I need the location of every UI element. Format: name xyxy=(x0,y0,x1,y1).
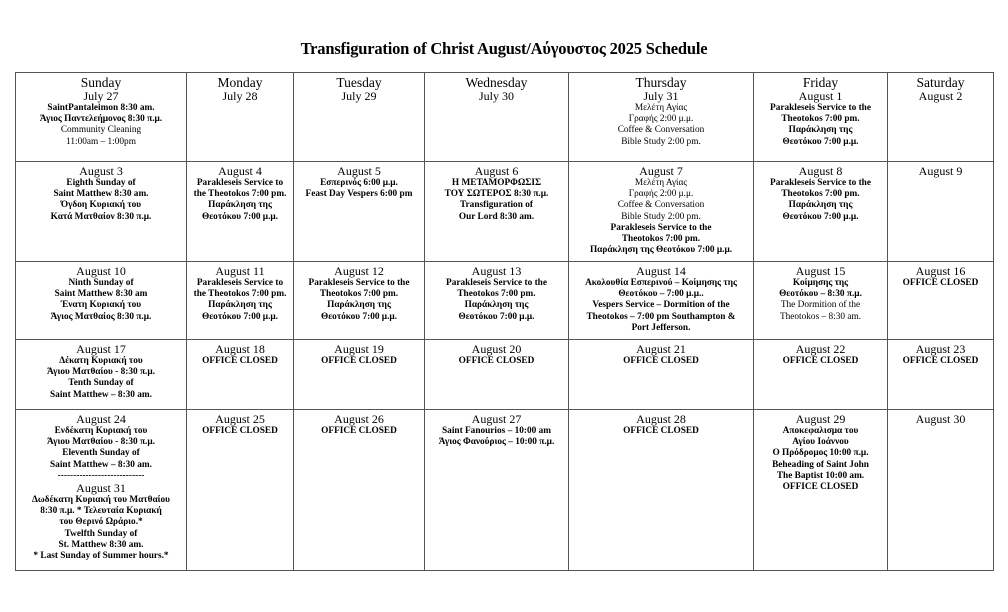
day-cell-sunday xyxy=(16,73,187,162)
event-line: Παράκληση της xyxy=(327,300,391,311)
event-line: Γραφής 2:00 μ.μ. xyxy=(628,189,694,200)
day-cell-saturday xyxy=(888,410,994,571)
event-line: Theotokos 7:00 pm. xyxy=(457,289,536,300)
event-line: Κατά Ματθαίον 8:30 π.μ. xyxy=(50,211,152,222)
event-line: Twelfth Sunday of xyxy=(64,528,138,539)
cell-date: August 7 xyxy=(639,164,683,178)
event-line: Θεοτόκου 7:00 μ.μ. xyxy=(201,211,279,222)
event-line: 8:30 π.μ. * Τελευταία Κυριακή xyxy=(40,506,162,517)
cell-date: August 2 xyxy=(918,89,963,103)
event-line: OFFICE CLOSED xyxy=(902,278,979,288)
event-line: OFFICE CLOSED xyxy=(623,356,699,366)
cell-date: July 30 xyxy=(478,89,514,103)
event-line: Eleventh Sunday of xyxy=(62,448,140,459)
day-cell-thursday xyxy=(569,410,754,571)
event-line: OFFICE CLOSED xyxy=(458,356,535,366)
event-line: SaintPantaleimon 8:30 am. xyxy=(47,103,155,113)
cell-date: July 29 xyxy=(341,89,377,103)
event-line: Δωδέκατη Κυριακή του Ματθαίου xyxy=(32,495,170,506)
event-line: St. Matthew 8:30 am. xyxy=(58,539,144,550)
event-line: OFFICE CLOSED xyxy=(902,356,979,366)
event-line: Vespers Service – Dormition of the xyxy=(592,300,730,311)
event-line: OFFICE CLOSED xyxy=(202,426,278,436)
week-row xyxy=(16,262,994,340)
day-name: Wednesday xyxy=(465,75,528,90)
cell-date: August 14 xyxy=(636,264,686,278)
event-line: Saint Matthew 8:30 am xyxy=(54,289,148,300)
cell-date: July 28 xyxy=(222,89,258,103)
event-line: Ninth Sunday of xyxy=(68,278,134,288)
cell-date: August 3 xyxy=(79,164,123,178)
event-line: 11:00am – 1:00pm xyxy=(66,136,136,147)
event-line: Ο Πρόδρομος 10:00 π.μ. xyxy=(772,448,869,459)
event-line: OFFICE CLOSED xyxy=(782,482,859,493)
week-row xyxy=(16,162,994,262)
event-line: Theotokos 7:00 pm. xyxy=(621,234,701,245)
cell-date: August 16 xyxy=(915,264,966,278)
event-line: Όγδοη Κυριακή του xyxy=(60,200,142,211)
day-name: Monday xyxy=(217,75,263,90)
cell-date: August 20 xyxy=(471,342,522,356)
event-line: Η ΜΕΤΑΜΟΡΦΩΣΙΣ xyxy=(451,178,542,188)
day-cell-wednesday xyxy=(425,73,569,162)
event-line: Parakleseis Service to xyxy=(196,178,284,188)
event-line: Άγιος Φανούριος – 10:00 π.μ. xyxy=(438,437,555,448)
event-line: Ένατη Κυριακή του xyxy=(60,300,142,311)
event-line: Saint Matthew 8:30 am. xyxy=(53,189,149,200)
event-line: Theotokos 7:00 pm. xyxy=(781,114,860,125)
cell-date: August 23 xyxy=(915,342,966,356)
event-line: Θεοτόκου 7:00 μ.μ. xyxy=(320,311,398,322)
event-line: Parakleseis Service to the xyxy=(770,178,871,188)
day-cell-sunday xyxy=(16,410,187,571)
event-line: Γραφής 2:00 μ.μ. xyxy=(628,114,694,125)
day-cell-wednesday xyxy=(425,162,569,262)
day-cell-thursday xyxy=(569,73,754,162)
event-line: The Baptist 10:00 am. xyxy=(776,470,865,481)
day-cell-wednesday xyxy=(425,340,569,410)
day-cell-wednesday xyxy=(425,262,569,340)
event-line: Bible Study 2:00 pm. xyxy=(621,211,701,222)
schedule-title: Transfiguration of Christ August/Αύγουστος 2025 Schedule xyxy=(300,39,708,58)
event-line: Παράκληση της Θεοτόκου 7:00 μ.μ. xyxy=(589,245,733,256)
cell-date: August 17 xyxy=(76,342,126,356)
day-cell-saturday xyxy=(888,73,994,162)
cell-date: August 5 xyxy=(337,164,381,178)
week-row xyxy=(16,73,994,162)
event-line: Coffee & Conversation xyxy=(617,125,705,136)
day-cell-tuesday xyxy=(294,340,425,410)
day-name: Tuesday xyxy=(336,75,382,90)
event-line: Άγιος Παντελεήμονος 8:30 π.μ. xyxy=(39,114,163,125)
event-line: ΤΟΥ ΣΩΤΕΡΟΣ 8:30 π.μ. xyxy=(444,189,549,200)
event-line: Αποκεφαλισμα του xyxy=(782,426,859,436)
event-line: Παράκληση της xyxy=(208,300,272,311)
event-line: Παράκληση της xyxy=(208,200,272,211)
cell-date: August 13 xyxy=(471,264,522,278)
day-name: Friday xyxy=(802,75,839,90)
cell-date: August 21 xyxy=(636,342,686,356)
event-line: Theotokos 7:00 pm. xyxy=(781,189,860,200)
cell-date: August 9 xyxy=(918,164,963,178)
cell-date: August 8 xyxy=(798,164,843,178)
day-cell-monday xyxy=(187,73,294,162)
event-line: OFFICE CLOSED xyxy=(202,356,278,366)
day-name: Thursday xyxy=(635,75,687,90)
week-row xyxy=(16,340,994,410)
event-line: Saint Fanourios – 10:00 am xyxy=(442,426,551,436)
event-line: Θεοτόκου – 7:00 μ.μ.. xyxy=(618,289,704,300)
event-line: Parakleseis Service to the xyxy=(610,222,712,233)
event-line: Beheading of Saint John xyxy=(772,459,869,470)
event-line: Εσπερινός 6:00 μ.μ. xyxy=(320,178,398,188)
day-cell-tuesday xyxy=(294,73,425,162)
event-line: Eighth Sunday of xyxy=(66,178,136,188)
event-line: Coffee & Conversation xyxy=(617,200,705,211)
event-line: Saint Matthew – 8:30 am. xyxy=(50,389,152,400)
day-cell-monday xyxy=(187,340,294,410)
day-cell-monday xyxy=(187,410,294,571)
day-cell-thursday xyxy=(569,162,754,262)
event-line: Άγιου Ματθαίου - 8:30 π.μ. xyxy=(47,367,155,378)
event-line: Bible Study 2:00 pm. xyxy=(621,136,701,147)
event-line: Theotokos 7:00 pm. xyxy=(319,289,399,300)
event-line: Parakleseis Service to the xyxy=(446,278,547,288)
event-line: Theotokos – 7:00 pm Southampton & xyxy=(586,311,736,322)
event-line: Port Jefferson. xyxy=(631,322,691,333)
event-line: Παράκληση της xyxy=(788,200,853,211)
event-line: του Θερινό Ωράριο.* xyxy=(59,517,143,528)
day-cell-tuesday xyxy=(294,162,425,262)
event-line: the Theotokos 7:00 pm. xyxy=(193,289,287,300)
day-cell-thursday xyxy=(569,262,754,340)
event-line: Θεοτόκου 7:00 μ.μ. xyxy=(201,311,279,322)
day-cell-sunday xyxy=(16,340,187,410)
cell-date: August 10 xyxy=(76,264,126,278)
event-line: the Theotokos 7:00 pm. xyxy=(193,189,287,200)
event-line: Μελέτη Αγίας xyxy=(634,178,688,188)
cell-date: August 6 xyxy=(474,164,519,178)
cell-date: July 31 xyxy=(643,89,679,103)
cell-date: August 12 xyxy=(334,264,384,278)
day-name: Saturday xyxy=(916,75,965,90)
event-line: Transfiguration of xyxy=(460,200,533,211)
cell-date: August 18 xyxy=(215,342,265,356)
cell-date: August 28 xyxy=(636,412,686,426)
day-cell-friday xyxy=(754,340,888,410)
cell-date: August 19 xyxy=(334,342,384,356)
day-cell-wednesday xyxy=(425,410,569,571)
event-line: Community Cleaning xyxy=(60,125,142,136)
event-line: Parakleseis Service to the xyxy=(308,278,410,288)
day-cell-friday xyxy=(754,262,888,340)
event-line: * Last Sunday of Summer hours.* xyxy=(33,551,169,562)
day-cell-friday xyxy=(754,410,888,571)
event-line: Θεοτόκου 7:00 μ.μ. xyxy=(458,311,535,322)
event-line: Theotokos – 8:30 am. xyxy=(779,311,862,322)
event-line: OFFICE CLOSED xyxy=(782,356,859,366)
cell-date: August 15 xyxy=(795,264,846,278)
day-cell-sunday xyxy=(16,262,187,340)
cell-date: August 25 xyxy=(215,412,265,426)
cell-date: August 24 xyxy=(76,412,126,426)
cell-date: August 1 xyxy=(798,89,843,103)
event-line: Δέκατη Κυριακή του xyxy=(59,356,143,366)
event-line: Άγιου Ματθαίου - 8:30 π.μ. xyxy=(47,437,155,448)
event-line: Saint Matthew – 8:30 am. xyxy=(50,459,152,470)
event-line: Our Lord 8:30 am. xyxy=(458,211,535,222)
cell-date: August 31 xyxy=(76,481,126,496)
day-cell-tuesday xyxy=(294,410,425,571)
day-cell-monday xyxy=(187,162,294,262)
cell-date: August 22 xyxy=(795,342,846,356)
cell-date: August 29 xyxy=(795,412,846,426)
day-cell-monday xyxy=(187,262,294,340)
event-line: Κοίμησης της xyxy=(792,278,849,288)
event-line: Feast Day Vespers 6:00 pm xyxy=(305,189,413,200)
event-line: Παράκληση της xyxy=(788,125,853,136)
day-cell-friday xyxy=(754,73,888,162)
event-line: Parakleseis Service to xyxy=(196,278,284,288)
event-line: Ακολουθία Εσπερινού – Κοίμησης της xyxy=(585,278,737,288)
day-cell-tuesday xyxy=(294,262,425,340)
event-line: Αγίου Ιοάννου xyxy=(792,437,849,448)
event-line: Θεοτόκου 7:00 μ.μ. xyxy=(782,211,859,222)
day-cell-saturday xyxy=(888,340,994,410)
week-row xyxy=(16,410,994,571)
cell-date: July 27 xyxy=(83,89,119,103)
day-cell-saturday xyxy=(888,162,994,262)
cell-date: August 11 xyxy=(215,264,265,278)
event-line: Ενδέκατη Κυριακή του xyxy=(54,426,148,436)
event-line: OFFICE CLOSED xyxy=(623,426,699,436)
event-line: OFFICE CLOSED xyxy=(321,356,397,366)
event-line: Άγιος Ματθαίος 8:30 π.μ. xyxy=(50,311,152,322)
event-line: ---------------------------- xyxy=(57,470,145,481)
event-line: The Dormition of the xyxy=(780,300,861,311)
cell-date: August 27 xyxy=(471,412,522,426)
event-line: Μελέτη Αγίας xyxy=(634,103,688,113)
event-line: OFFICE CLOSED xyxy=(321,426,397,436)
day-name: Sunday xyxy=(80,75,122,90)
day-cell-sunday xyxy=(16,162,187,262)
cell-date: August 30 xyxy=(915,412,966,426)
event-line: Parakleseis Service to the xyxy=(770,103,871,113)
day-cell-thursday xyxy=(569,340,754,410)
day-cell-saturday xyxy=(888,262,994,340)
event-line: Tenth Sunday of xyxy=(68,378,134,389)
day-cell-friday xyxy=(754,162,888,262)
cell-date: August 26 xyxy=(334,412,384,426)
calendar-table xyxy=(15,72,994,571)
event-line: Θεοτόκου 7:00 μ.μ. xyxy=(782,136,859,147)
event-line: Θεοτόκου – 8:30 π.μ. xyxy=(779,289,862,300)
cell-date: August 4 xyxy=(218,164,262,178)
event-line: Παράκληση της xyxy=(464,300,529,311)
